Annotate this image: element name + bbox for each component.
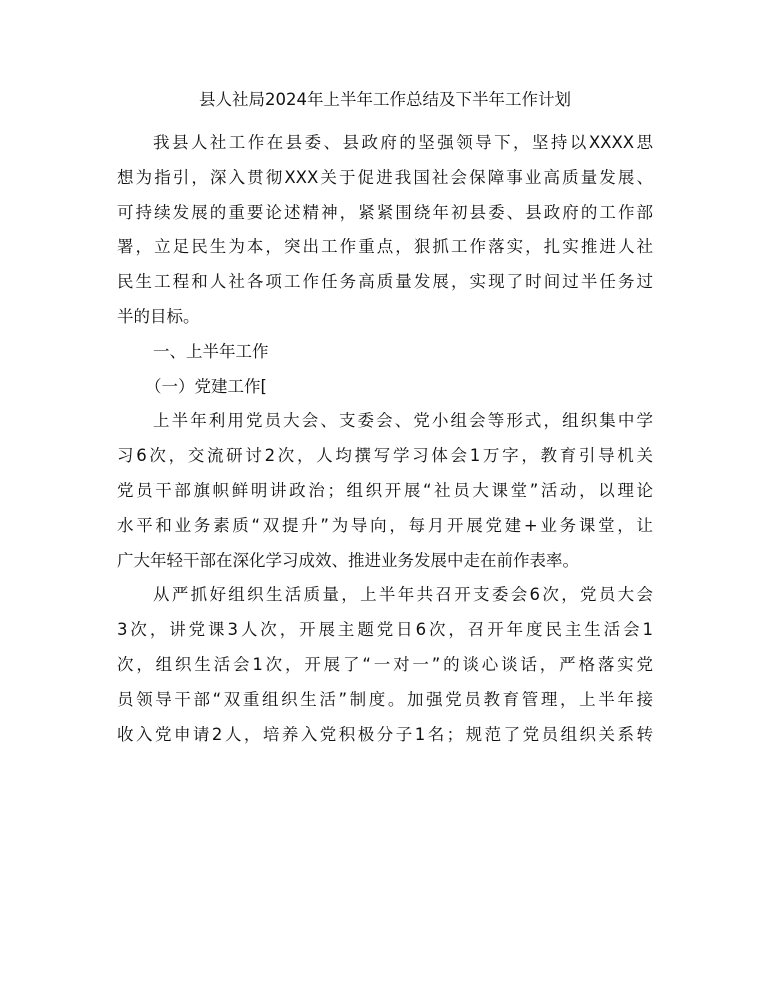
text-line: 3次，讲党课3人次，开展主题党日6次，召开年度民主生活会1 <box>117 620 653 640</box>
text-line: 员领导干部“双重组织生活”制度。加强党员教育管理，上半年接 <box>117 689 653 709</box>
text-line: 署，立足民生为本，突出工作重点，狠抓工作落实，扎实推进人社 <box>117 237 653 257</box>
text-line: 从严抓好组织生活质量，上半年共召开支委会6次，党员大会 <box>153 585 653 605</box>
party-building-paragraph-2 <box>117 578 653 752</box>
section-heading: 一、上半年工作 <box>153 341 269 361</box>
text-line: 想为指引，深入贯彻XXX关于促进我国社会保障事业高质量发展、 <box>117 167 653 187</box>
text-line: 我县人社工作在县委、县政府的坚强领导下，坚持以XXXX思 <box>153 133 653 152</box>
text-line: 收入党申请2人，培养入党积极分子1名；规范了党员组织关系转 <box>117 724 653 744</box>
text-line: 可持续发展的重要论述精神，紧紧围绕年初县委、县政府的工作部 <box>117 202 653 222</box>
intro-paragraph <box>117 126 653 335</box>
subsection-heading: （一）党建工作[ <box>145 376 267 396</box>
text-line: 上半年利用党员大会、支委会、党小组会等形式，组织集中学 <box>153 411 653 431</box>
text-line: 广大年轻干部在深化学习成效、推进业务发展中走在前作表率。 <box>117 550 579 570</box>
text-line: 党员干部旗帜鲜明讲政治；组织开展“社员大课堂”活动，以理论 <box>117 480 653 500</box>
text-line: 次，组织生活会1次，开展了“一对一”的谈心谈话，严格落实党 <box>117 654 653 674</box>
text-line: 民生工程和人社各项工作任务高质量发展，实现了时间过半任务过 <box>117 272 653 292</box>
text-line: 半的目标。 <box>117 306 200 326</box>
party-building-paragraph-1 <box>117 404 653 578</box>
document-body <box>117 126 653 752</box>
document-title: 县人社局2024年上半年工作总结及下半年工作计划 <box>199 90 571 109</box>
text-line: 习6次，交流研讨2次，人均撰写学习体会1万字，教育引导机关 <box>117 446 653 466</box>
text-line: 水平和业务素质“双提升”为导向，每月开展党建+业务课堂，让 <box>117 515 653 535</box>
